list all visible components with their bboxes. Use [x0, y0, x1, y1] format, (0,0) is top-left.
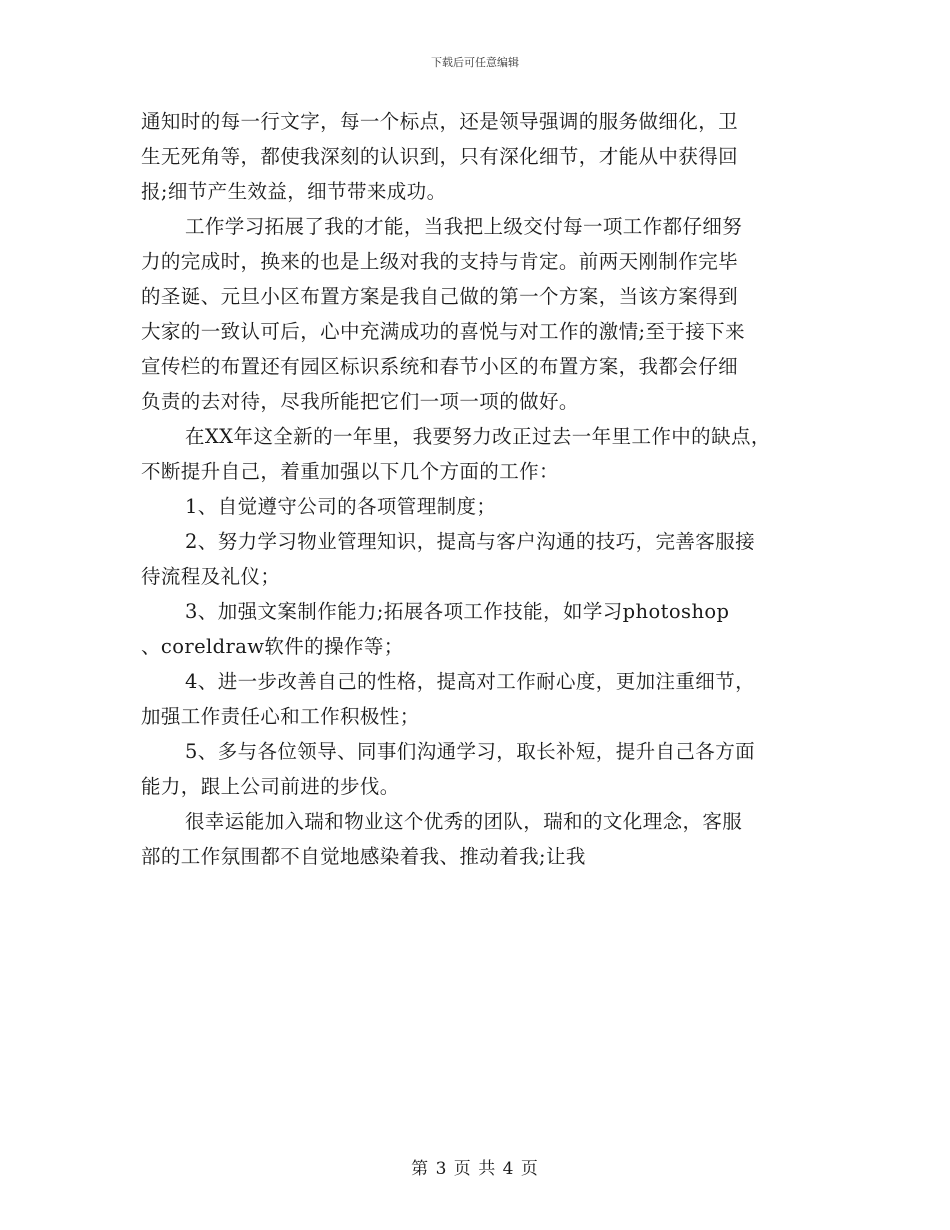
text-line: 部的工作氛围都不自觉地感染着我、推动着我;让我 — [141, 845, 586, 868]
text-line: 宣传栏的布置还有园区标识系统和春节小区的布置方案，我都会仔细 — [141, 355, 739, 378]
text-line: 通知时的每一行文字，每一个标点，还是领导强调的服务做细化，卫 — [141, 110, 739, 133]
text-line: 在XX年这全新的一年里，我要努力改正过去一年里工作中的缺点， — [185, 425, 771, 448]
text-line: 3、加强文案制作能力;拓展各项工作技能，如学习photoshop — [185, 600, 730, 623]
text-line: 工作学习拓展了我的才能，当我把上级交付每一项工作都仔细努 — [185, 215, 743, 238]
text-line: 能力，跟上公司前进的步伐。 — [141, 775, 400, 798]
text-line: 5、多与各位领导、同事们沟通学习，取长补短，提升自己各方面 — [185, 740, 756, 763]
text-line: 的圣诞、元旦小区布置方案是我自己做的第一个方案，当该方案得到 — [141, 285, 739, 308]
text-line: 大家的一致认可后，心中充满成功的喜悦与对工作的激情;至于接下来 — [141, 320, 745, 343]
page-number-footer: 第 3 页 共 4 页 — [411, 1159, 539, 1179]
text-line: 加强工作责任心和工作积极性； — [141, 705, 420, 728]
text-line: 4、进一步改善自己的性格，提高对工作耐心度，更加注重细节， — [185, 670, 756, 693]
body-text — [141, 104, 821, 874]
text-line: 、coreldraw软件的操作等； — [141, 635, 404, 658]
text-line: 负责的去对待，尽我所能把它们一项一项的做好。 — [141, 390, 579, 413]
text-line: 不断提升自己，着重加强以下几个方面的工作： — [141, 460, 559, 483]
text-line: 力的完成时，换来的也是上级对我的支持与肯定。前两天刚制作完毕 — [141, 250, 739, 273]
text-line: 1、自觉遵守公司的各项管理制度； — [185, 495, 497, 518]
text-line: 报;细节产生效益，细节带来成功。 — [141, 180, 447, 203]
page-header-note: 下载后可任意编辑 — [431, 56, 519, 69]
text-line: 生无死角等，都使我深刻的认识到，只有深化细节，才能从中获得回 — [141, 145, 739, 168]
text-line: 待流程及礼仪； — [141, 565, 281, 588]
text-line: 2、努力学习物业管理知识，提高与客户沟通的技巧，完善客服接 — [185, 530, 756, 553]
text-line: 很幸运能加入瑞和物业这个优秀的团队，瑞和的文化理念，客服 — [185, 810, 743, 833]
